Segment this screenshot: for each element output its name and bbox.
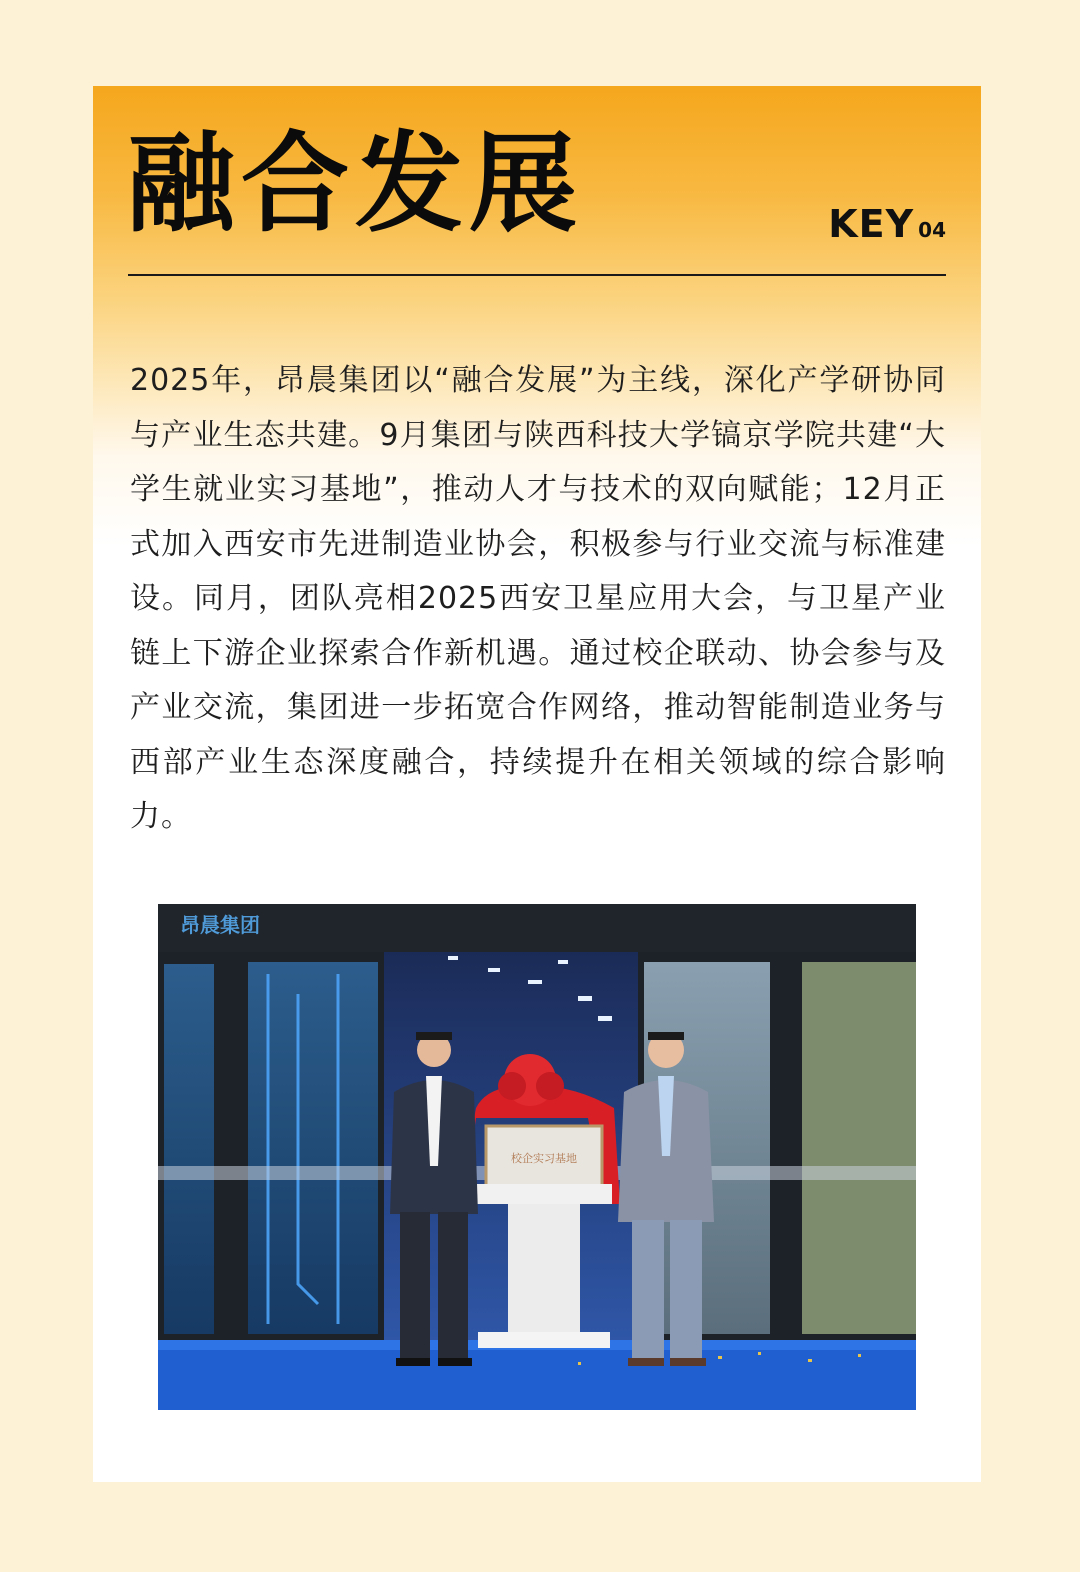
key-badge — [828, 202, 946, 246]
page-title: 融合发展 — [127, 122, 584, 247]
facade-band — [158, 904, 916, 952]
blue-carpet — [158, 1344, 916, 1410]
plaque-text: 校企实习基地 — [511, 1152, 577, 1165]
content-card — [93, 86, 981, 1482]
podium-top — [476, 1184, 612, 1204]
unveiling-ceremony-image — [158, 904, 916, 1410]
key-number: 04 — [918, 218, 946, 242]
title-divider — [128, 274, 946, 276]
key-label: KEY — [828, 202, 915, 246]
event-photo — [158, 904, 916, 1410]
company-sign: 昂晨集团 — [180, 913, 260, 937]
podium-stand — [508, 1204, 580, 1334]
body-paragraph: 2025年，昂晨集团以“融合发展”为主线，深化产学研协同与产业生态共建。9月集团与陕西科技大学镐京学院共建“大学生就业实习基地”，推动人才与技术的双向赋能；12月正式加入西安市先进制造业协会，积极参与行业交流与标准建设。同月，团队亮相2025西安卫星应用大会，与卫星产业链上下游企业探索合作新机遇。通过校企联动、协会参与及产业交流，集团进一步拓宽合作网络，推动智能制造业务与西部产业生态深度融合，持续提升在相关领域的综合影响力。 — [130, 363, 946, 834]
